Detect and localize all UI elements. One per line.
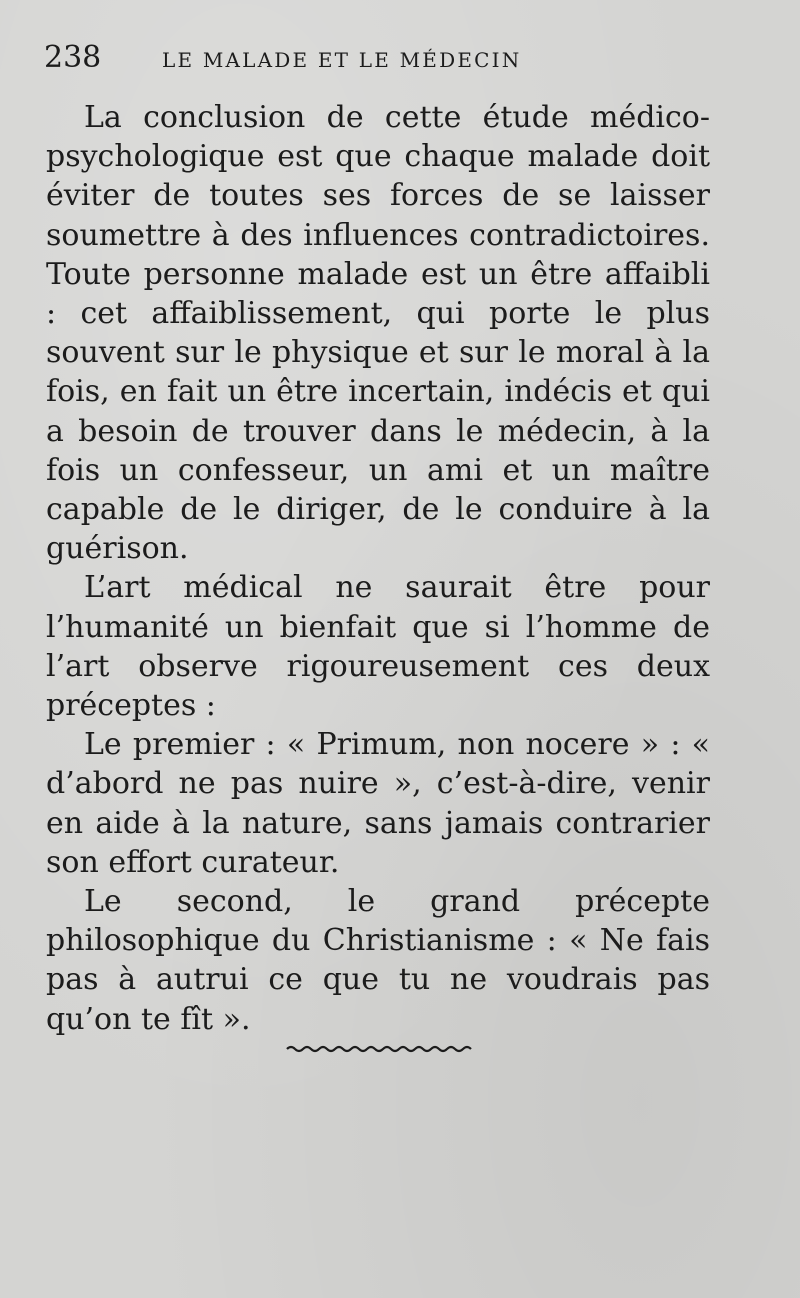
running-title: LE MALADE ET LE MÉDECIN — [162, 48, 522, 72]
wavy-line-ornament-icon — [285, 1040, 475, 1056]
paragraph-second-precept: Le second, le grand précepte philosophique du Christianisme : « Ne fais pas à autrui ce que tu ne voudrais pas qu’on te fît ». — [46, 884, 710, 1037]
body-text — [46, 98, 710, 1039]
paragraph-conclusion: La conclusion de cette étude médico-psychologique est que chaque malade doit éviter de toutes ses forces de se laisser soumettre à des influences contradictoires. Toute personne malade est un être affaibli : cet affaiblissement, qui porte le plus souvent sur le physique et sur le moral à la fois, en fait un être incertain, indécis et qui a besoin de trouver dans le médecin, à la fois un confesseur, un ami et un maître capable de le diriger, de le conduire à la guérison. — [46, 100, 710, 567]
page-number: 238 — [44, 40, 102, 75]
page-header — [44, 38, 724, 78]
paragraph-first-precept: Le premier : « Primum, non nocere » : « d’abord ne pas nuire », c’est-à-dire, venir en aide à la nature, sans jamais contrarier son effort curateur. — [46, 727, 710, 880]
paragraph-art-medical: L’art médical ne saurait être pour l’humanité un bienfait que si l’homme de l’art observe rigoureusement ces deux préceptes : — [46, 570, 710, 724]
